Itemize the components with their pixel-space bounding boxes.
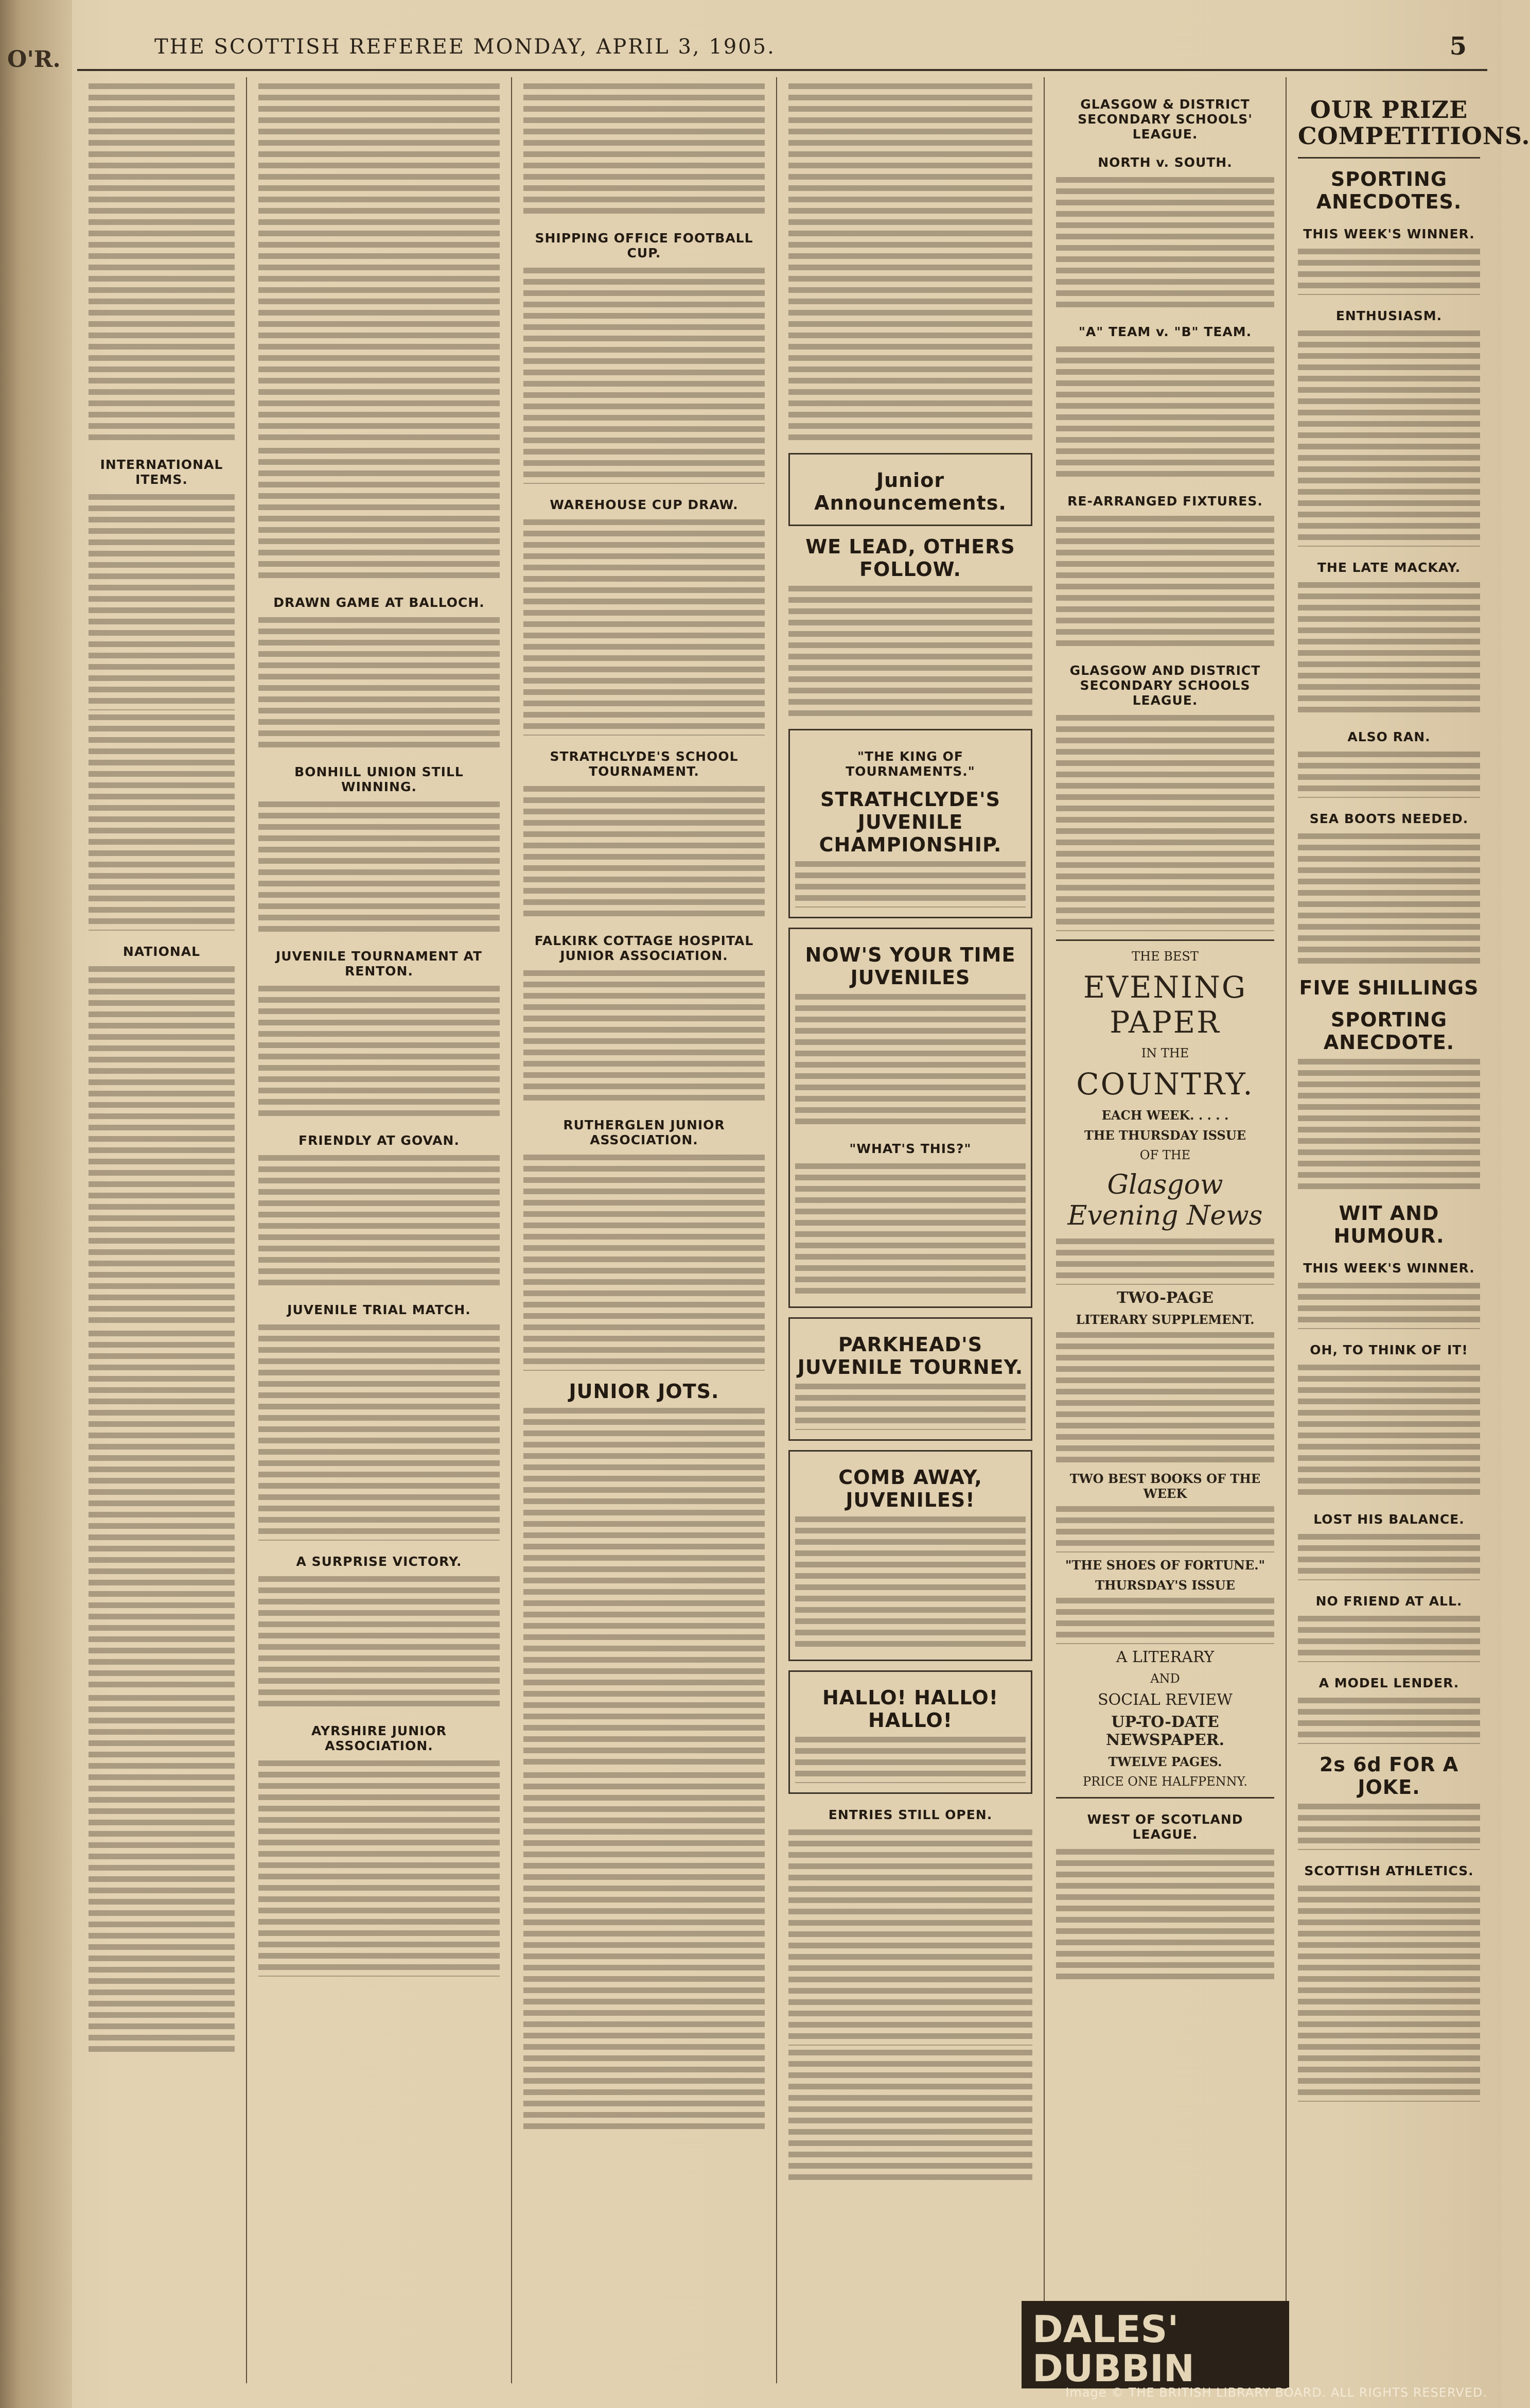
text-block: [795, 994, 1026, 1128]
heading-a-team-b-team: "A" TEAM v. "B" TEAM.: [1078, 324, 1252, 339]
dales-word: DALES': [1032, 2308, 1179, 2351]
heading-enthusiasm: ENTHUSIASM.: [1335, 308, 1443, 324]
heading-scottish-athletics: SCOTTISH ATHLETICS.: [1304, 1863, 1474, 1879]
text-block: [795, 1737, 1026, 1783]
heading-whats-this: "WHAT'S THIS?": [849, 1141, 972, 1156]
text-block: [1056, 1332, 1274, 1466]
heading-warehouse-cup: WAREHOUSE CUP DRAW.: [550, 497, 738, 512]
divider: [1056, 939, 1274, 941]
text-block: [1056, 177, 1274, 311]
ad-the-best: THE BEST: [1132, 949, 1199, 964]
ad-country: COUNTRY.: [1076, 1067, 1254, 1102]
divider: [1298, 157, 1480, 159]
copyright-notice: Image © THE BRITISH LIBRARY BOARD. ALL RIGHTS RESERVED.: [1065, 2385, 1487, 2400]
ad-thursday-issue: THE THURSDAY ISSUE: [1084, 1128, 1246, 1143]
column-3: [777, 77, 1045, 2383]
heading-strathclyde-school: STRATHCLYDE'S SCHOOL TOURNAMENT.: [550, 749, 738, 779]
text-block: [258, 801, 500, 935]
ad-thursdays-issue: THURSDAY'S ISSUE: [1095, 1578, 1235, 1593]
text-block: [1298, 1804, 1480, 1850]
text-block: [788, 83, 1032, 444]
text-block: [89, 714, 235, 931]
text-block: [788, 2050, 1032, 2184]
column-2: [512, 77, 777, 2383]
heading-entries-still-open: ENTRIES STILL OPEN.: [828, 1807, 993, 1822]
text-block: [523, 1155, 765, 1371]
heading-north-v-south: NORTH v. SOUTH.: [1098, 155, 1233, 170]
ad-evening-paper: EVENING PAPER: [1083, 970, 1247, 1040]
text-block: [1298, 249, 1480, 295]
heading-rearranged-fixtures: RE-ARRANGED FIXTURES.: [1067, 494, 1263, 509]
text-block: [1298, 330, 1480, 547]
heading-wit-and-humour: WIT AND HUMOUR.: [1333, 1202, 1445, 1248]
heading-bonhill-union: BONHILL UNION STILL WINNING.: [294, 764, 464, 794]
heading-we-lead: WE LEAD, OTHERS FOLLOW.: [805, 535, 1015, 581]
text-block: [1298, 1534, 1480, 1580]
column-1: [247, 77, 512, 2383]
masthead-title: THE SCOTTISH REFEREE MONDAY, APRIL 3, 1905.: [154, 35, 776, 59]
heading-friendly-govan: FRIENDLY AT GOVAN.: [298, 1133, 460, 1148]
text-block: [258, 1155, 500, 1289]
heading-five-shillings: FIVE SHILLINGS: [1299, 976, 1479, 1000]
text-block: [795, 861, 1026, 908]
text-block: [788, 586, 1032, 720]
text-block: [89, 83, 235, 444]
ad-two-best-books: TWO BEST BOOKS OF THE WEEK: [1069, 1471, 1261, 1501]
text-block: [1056, 346, 1274, 480]
text-block: [1298, 582, 1480, 716]
heading-2s-6d-joke: 2s 6d FOR A JOKE.: [1319, 1753, 1459, 1799]
heading-secondary-schools-league-2: GLASGOW AND DISTRICT SECONDARY SCHOOLS LEAGUE.: [1069, 663, 1261, 708]
heading-juvenile-trial-match: JUVENILE TRIAL MATCH.: [287, 1302, 471, 1317]
text-block: [1056, 1238, 1274, 1285]
heading-surprise-victory: A SURPRISE VICTORY.: [296, 1554, 462, 1569]
league-table: [1056, 1849, 1274, 1983]
text-block: [89, 1695, 235, 2055]
text-block: [523, 970, 765, 1104]
heading-parkhead-juvenile: PARKHEAD'S JUVENILE TOURNEY.: [797, 1333, 1024, 1379]
heading-rutherglen-junior: RUTHERGLEN JUNIOR ASSOCIATION.: [563, 1118, 725, 1147]
heading-model-lender: A MODEL LENDER.: [1318, 1676, 1459, 1691]
text-block: [1056, 516, 1274, 650]
ad-price: PRICE ONE HALFPENNY.: [1083, 1774, 1247, 1789]
dales-dubbin-advert: [1022, 2301, 1289, 2388]
heading-junior-announcements: Junior Announcements.: [814, 469, 1007, 514]
heading-also-ran: ALSO RAN.: [1347, 729, 1431, 745]
ad-shoes-of-fortune: "THE SHOES OF FORTUNE.": [1065, 1558, 1265, 1573]
heading-international-items: INTERNATIONAL ITEMS.: [100, 457, 223, 487]
heading-our-prize-competitions: OUR PRIZE COMPETITIONS.: [1298, 96, 1530, 150]
ad-box-comb-away: [788, 1450, 1032, 1661]
heading-sporting-anecdote: SPORTING ANECDOTE.: [1323, 1008, 1455, 1054]
announcements-box: [788, 453, 1032, 526]
text-block: [523, 786, 765, 920]
text-block: [258, 986, 500, 1120]
text-block: [1056, 1506, 1274, 1552]
text-block: [523, 83, 765, 217]
text-block: [795, 1384, 1026, 1430]
heading-sporting-anecdotes: SPORTING ANECDOTES.: [1316, 168, 1462, 214]
ad-each-week: EACH WEEK. . . . .: [1101, 1108, 1229, 1123]
ad-paper-name: Glasgow Evening News: [1067, 1170, 1263, 1231]
heading-lost-his-balance: LOST HIS BALANCE.: [1313, 1512, 1465, 1527]
heading-falkirk-cottage: FALKIRK COTTAGE HOSPITAL JUNIOR ASSOCIATION.: [534, 933, 754, 963]
text-block: [89, 966, 235, 1327]
text-block: [1298, 1616, 1480, 1662]
text-block: [1298, 1698, 1480, 1744]
heading-ayrshire-junior: AYRSHIRE JUNIOR ASSOCIATION.: [311, 1723, 447, 1753]
masthead: [77, 25, 1487, 71]
ad-social-review: SOCIAL REVIEW: [1098, 1691, 1233, 1709]
text-block: [89, 1331, 235, 1691]
ad-two-page: TWO-PAGE: [1117, 1289, 1214, 1307]
text-block: [523, 1772, 765, 2133]
heading-this-weeks-winner-2: THIS WEEK'S WINNER.: [1303, 1261, 1475, 1276]
ad-box-parkhead: [788, 1317, 1032, 1441]
ad-box-strathclyde: [788, 729, 1032, 918]
ad-in-the: IN THE: [1141, 1046, 1189, 1060]
text-block: [795, 1163, 1026, 1297]
text-block: [523, 268, 765, 484]
ad-box-hallo: [788, 1670, 1032, 1794]
heading-juvenile-tournament-renton: JUVENILE TOURNAMENT AT RENTON.: [275, 949, 483, 979]
heading-strathclyde-juvenile: STRATHCLYDE'S JUVENILE CHAMPIONSHIP.: [819, 788, 1002, 856]
heading-shipping-office-cup: SHIPPING OFFICE FOOTBALL CUP.: [535, 231, 753, 260]
heading-junior-jots: JUNIOR JOTS.: [569, 1380, 719, 1403]
text-block: [523, 519, 765, 736]
text-block: [258, 1576, 500, 1710]
heading-king-of-tournaments: "THE KING OF TOURNAMENTS.": [846, 749, 975, 779]
left-strip-fragment: O'R.: [7, 46, 61, 73]
text-block: [1298, 833, 1480, 967]
ad-a-literary: A LITERARY: [1116, 1648, 1215, 1666]
heading-hallo: HALLO! HALLO! HALLO!: [822, 1686, 999, 1732]
text-block: [1298, 1283, 1480, 1329]
heading-nows-your-time: NOW'S YOUR TIME JUVENILES: [805, 944, 1016, 989]
text-block: [523, 1408, 765, 1768]
column-4: [1045, 77, 1287, 2383]
binding-gutter: [0, 0, 72, 2408]
text-block: [1298, 1365, 1480, 1498]
page-number: 5: [1449, 32, 1467, 61]
ad-twelve-pages: TWELVE PAGES.: [1108, 1754, 1222, 1769]
text-block: [795, 1516, 1026, 1650]
heading-national: NATIONAL: [122, 944, 201, 959]
league-table: [1056, 715, 1274, 931]
text-block: [258, 1760, 500, 1977]
column-5: [1287, 77, 1530, 2383]
column-0: [77, 77, 247, 2383]
heading-no-friend: NO FRIEND AT ALL.: [1315, 1594, 1463, 1609]
heading-this-weeks-winner: THIS WEEK'S WINNER.: [1303, 226, 1475, 242]
heading-comb-away: COMB AWAY, JUVENILES!: [838, 1466, 982, 1511]
text-block: [258, 448, 500, 582]
text-block: [788, 1829, 1032, 2046]
text-block: [258, 617, 500, 751]
text-block: [1298, 1059, 1480, 1193]
ad-of-the: OF THE: [1139, 1148, 1191, 1162]
fixtures-list: [1298, 1886, 1480, 2102]
heading-sea-boots-needed: SEA BOOTS NEEDED.: [1309, 811, 1469, 827]
heading-the-late-mackay: THE LATE MACKAY.: [1317, 560, 1461, 575]
ad-box-nows-your-time: [788, 928, 1032, 1308]
heading-west-of-scotland-league: WEST OF SCOTLAND LEAGUE.: [1087, 1812, 1243, 1842]
text-block: [1298, 752, 1480, 798]
ad-and: AND: [1150, 1671, 1180, 1686]
text-block: [89, 494, 235, 710]
divider: [1056, 1797, 1274, 1799]
ad-literary-supplement: LITERARY SUPPLEMENT.: [1076, 1312, 1255, 1327]
heading-oh-to-think: OH, TO THINK OF IT!: [1310, 1342, 1468, 1358]
heading-drawn-game-balloch: DRAWN GAME AT BALLOCH.: [273, 595, 485, 610]
text-block: [258, 83, 500, 444]
text-block: [1056, 1598, 1274, 1644]
dubbin-word: DUBBIN: [1032, 2347, 1195, 2390]
ad-up-to-date: UP-TO-DATE NEWSPAPER.: [1105, 1713, 1225, 1749]
text-block: [258, 1324, 500, 1541]
heading-secondary-schools-league: GLASGOW & DISTRICT SECONDARY SCHOOLS' LEAGUE.: [1078, 97, 1253, 142]
